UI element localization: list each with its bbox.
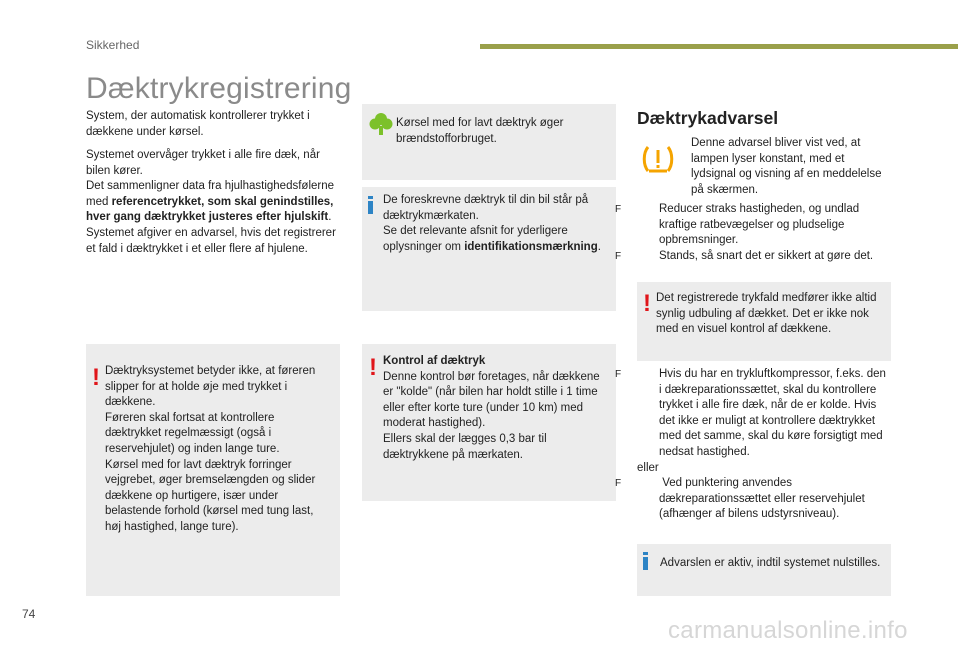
intro-paragraph: System, der automatisk kontrollerer trykket i dækkene under kørsel. <box>86 110 310 138</box>
header-rule <box>480 44 958 49</box>
check-list <box>615 367 889 523</box>
warning-bulge-text: Det registrerede trykfald medfører ikke altid synlig udbuling af dækket. Det er ikke nok med en visuel kontrol af dækkene. <box>656 292 877 336</box>
watermark: carmanualsonline.info <box>668 617 908 644</box>
system-text-2a: Det sammenligner data fra hjulhastighedsfølerne med <box>86 180 335 208</box>
warning-system-line-1: Dæktryksystemet betyder ikke, at føreren slipper for at holde øje med trykket i dækkene. <box>105 365 316 409</box>
system-text-2-bold: referencetrykket, som skal genindstilles, hver gang dæktrykket justeres efter hjulskift <box>86 195 334 224</box>
warning-system-line-2: Føreren skal fortsat at kontrollere dæktrykket regelmæssigt (også i reservehjulet) og inden lange ture. <box>105 411 280 455</box>
warning-check-title-text: Kontrol af dæktryk <box>383 355 486 367</box>
list-item-text: Stands, så snart det er sikkert at gøre det. <box>659 249 874 262</box>
list-item <box>615 476 889 523</box>
system-text-2c: . <box>328 211 332 224</box>
eco-text: Kørsel med for lavt dæktryk øger brændstofforbruget. <box>396 117 564 145</box>
warning-check-line-1: Denne kontrol bør foretages, når dækkene er "kolde" (når bilen har holdt stille i 1 time eller efter korte ture (under 10 km) med moderat hastighed). <box>383 370 600 430</box>
tire-pressure-warning-lamp-icon <box>640 141 676 177</box>
system-text-3: Systemet afgiver en advarsel, hvis det registrerer et fald i dæktrykket i et eller flere af hjulene. <box>86 226 336 255</box>
info-pressure-line-2a: Se det relevante afsnit for yderligere oplysninger om <box>383 225 568 253</box>
bullet-icon: F <box>615 478 622 490</box>
eco-tree-icon <box>369 112 393 136</box>
info-icon-dot <box>368 196 373 199</box>
info-reset-text: Advarslen er aktiv, indtil systemet nulstilles. <box>660 557 881 569</box>
warning-box-check-text <box>383 354 611 463</box>
warning-icon: ! <box>643 290 651 317</box>
info-icon <box>368 201 373 214</box>
warning-intro: Denne advarsel bliver vist ved, at lampen lyser konstant, med et lydsignal og visning af en meddelelse på skærmen. <box>691 137 882 196</box>
bullet-icon: F <box>615 250 622 262</box>
section-label: Sikkerhed <box>86 38 140 52</box>
system-text-2 <box>86 179 338 226</box>
info-pressure-line-2-end: . <box>597 240 601 253</box>
warning-icon: ! <box>92 364 100 391</box>
list-item <box>615 249 889 265</box>
list-item <box>615 202 889 249</box>
system-text-1: Systemet overvåger trykket i alle fire dæk, når bilen kører. <box>86 149 320 177</box>
warning-icon: ! <box>369 354 377 381</box>
warning-check-line-2: Ellers skal der lægges 0,3 bar til dæktrykkene på mærkaten. <box>383 432 547 461</box>
list-item <box>615 367 889 461</box>
or-text: eller <box>637 461 659 474</box>
info-icon <box>643 557 648 570</box>
warning-system-line-3: Kørsel med for lavt dæktryk forringer vejgrebet, øger bremselængden og slider dækkene op hurtigere, især under belastende forhold (kørsel med tung last, høj hastighed, lange ture). <box>105 458 316 533</box>
warning-box-system-text <box>105 364 329 536</box>
bullet-icon: F <box>615 369 622 380</box>
bullet-icon: F <box>615 204 622 215</box>
list-item-text: Reducer straks hastigheden, og undlad kraftige ratbevægelser og pludselige opbremsninger. <box>659 203 860 247</box>
section-heading: Dæktrykadvarsel <box>637 108 779 128</box>
info-pressure-line-2-bold: identifikationsmærkning <box>464 240 598 253</box>
warning-check-title <box>383 354 611 370</box>
page-title: Dæktrykregistrering <box>86 72 352 105</box>
info-box-pressure-text <box>383 193 607 255</box>
system-description <box>86 148 338 257</box>
list-item-text: Ved punktering anvendes dækreparationssættet eller reservehjulet (afhænger af bilens udstyrsniveau). <box>659 477 865 521</box>
action-list <box>615 202 889 264</box>
info-pressure-line-1: De foreskrevne dæktryk til din bil står på dæktrykmærkaten. <box>383 194 589 222</box>
info-pressure-line-2 <box>383 224 607 255</box>
page-number: 74 <box>22 607 36 621</box>
list-item-text: Hvis du har en trykluftkompressor, f.eks. den i dækreparationssættet, skal du kontrollere trykket i alle fire dæk, når de er kolde. Hvis det ikke er muligt at kontrollere dæktrykket med det samme, skal du køre forsigtigt med nedsat hastighed. <box>659 368 886 458</box>
info-icon-dot <box>643 552 648 555</box>
